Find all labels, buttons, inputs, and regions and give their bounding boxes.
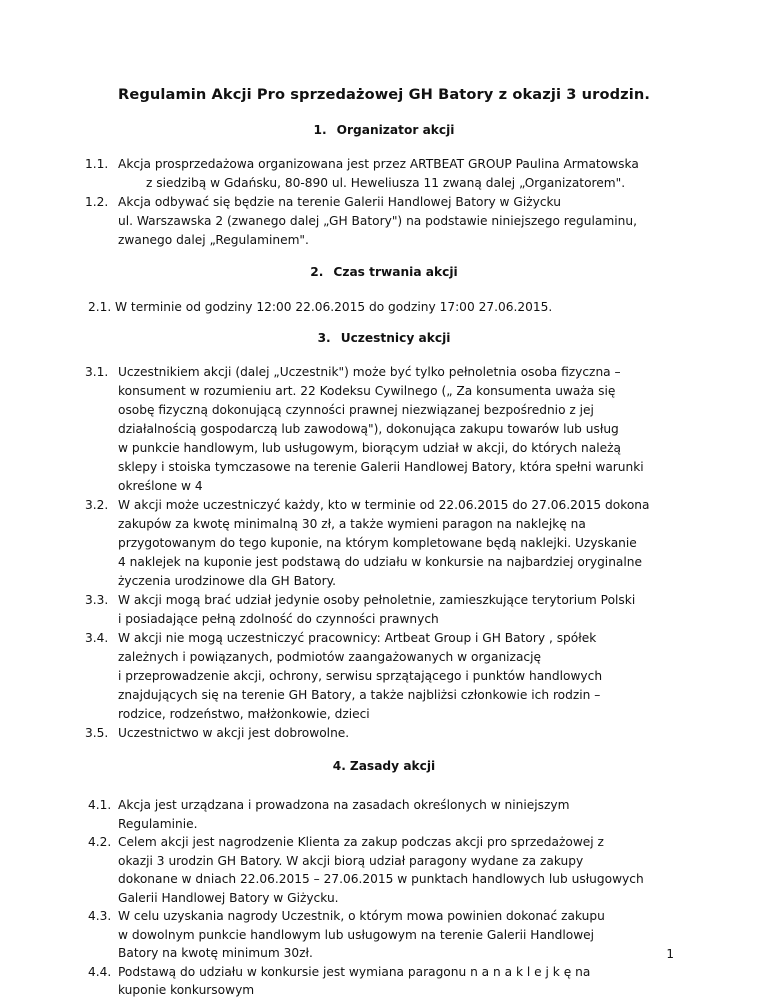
text-line: określone w 4 <box>118 479 203 493</box>
text-line: W terminie od godziny 12:00 22.06.2015 do godziny 17:00 27.06.2015. <box>115 300 553 314</box>
text-line: W akcji mogą brać udział jedynie osoby pełnoletnie, zamieszkujące terytorium Polski <box>118 593 636 607</box>
section-number: 2. <box>310 265 324 279</box>
section-title: Czas trwania akcji <box>333 265 458 279</box>
text-line: zwanego dalej „Regulaminem". <box>118 233 309 247</box>
text-line: 4 naklejek na kuponie jest podstawą do udziału w konkursie na najbardziej oryginalne <box>118 555 642 569</box>
item-number: 4.3. <box>88 909 112 923</box>
section-title: Uczestnicy akcji <box>340 331 451 345</box>
text-line: Uczestnictwo w akcji jest dobrowolne. <box>118 726 350 740</box>
text-line: przygotowanym do tego kuponie, na którym kompletowane będą naklejki. Uzyskanie <box>118 536 637 550</box>
text-line: W celu uzyskania nagrody Uczestnik, o którym mowa powinien dokonać zakupu <box>118 909 605 923</box>
text-line: dokonane w dniach 22.06.2015 – 27.06.2015 w punktach handlowych lub usługowych <box>118 872 644 886</box>
text-line: w dowolnym punkcie handlowym lub usługowym na terenie Galerii Handlowej <box>118 927 595 942</box>
section-heading-1 <box>0 123 768 137</box>
text-line: Akcja odbywać się będzie na terenie Galerii Handlowej Batory w Giżycku <box>118 195 561 209</box>
text-line: sklepy i stoiska tymczasowe na terenie Galerii Handlowej Batory, która spełni warunki <box>118 460 644 474</box>
item-number: 3.2. <box>85 498 109 512</box>
text-line: zależnych i powiązanych, podmiotów zaangażowanych w organizację <box>118 650 542 664</box>
text-line: ul. Warszawska 2 (zwanego dalej „GH Batory") na podstawie niniejszego regulaminu, <box>118 214 637 228</box>
item-number: 3.1. <box>85 365 109 379</box>
item-number: 3.5. <box>85 726 109 740</box>
text-line: z siedzibą w Gdańsku, 80-890 ul. Heweliusza 11 zwaną dalej „Organizatorem". <box>146 176 626 190</box>
text-line: znajdujących się na terenie GH Batory, a także najbliżsi członkowie ich rodzin – <box>118 688 601 702</box>
item-number: 4.4. <box>88 964 112 979</box>
page-number: 1 <box>666 947 674 961</box>
text-line: życzenia urodzinowe dla GH Batory. <box>118 574 336 588</box>
text-line: Akcja jest urządzana i prowadzona na zasadach określonych w niniejszym <box>118 798 570 812</box>
text-line: Akcja prosprzedażowa organizowana jest przez ARTBEAT GROUP Paulina Armatowska <box>118 157 639 171</box>
text-line: i przeprowadzenie akcji, ochrony, serwisu sprzątającego i punktów handlowych <box>118 669 603 683</box>
item-number: 3.4. <box>85 631 109 645</box>
text-line: Celem akcji jest nagrodzenie Klienta za zakup podczas akcji pro sprzedażowej z <box>118 835 604 849</box>
text-line: Uczestnikiem akcji (dalej „Uczestnik") może być tylko pełnoletnia osoba fizyczna – <box>118 365 621 379</box>
text-line: Regulaminie. <box>118 816 198 831</box>
item-number: 3.3. <box>85 593 109 607</box>
text-line: okazji 3 urodzin GH Batory. W akcji biorą udział paragony wydane za zakupy <box>118 853 584 868</box>
text-line: działalnością gospodarczą lub zawodową"), dokonująca zakupu towarów lub usług <box>118 422 619 436</box>
section-heading-3 <box>0 331 768 345</box>
section-heading-2 <box>0 265 768 279</box>
document-title: Regulamin Akcji Pro sprzedażowej GH Batory z okazji 3 urodzin. <box>118 86 650 103</box>
text-line: kuponie konkursowym <box>118 983 255 997</box>
text-line: W akcji nie mogą uczestniczyć pracownicy: Artbeat Group i GH Batory , spółek <box>118 631 597 645</box>
section-title: Zasady akcji <box>349 759 436 773</box>
section-number: 3. <box>317 331 331 345</box>
text-line: Batory na kwotę minimum 30zł. <box>118 946 313 960</box>
text-line: w punkcie handlowym, lub usługowym, biorącym udział w akcji, do których należą <box>118 441 621 455</box>
text-line: Galerii Handlowej Batory w Giżycku. <box>118 890 339 905</box>
text-line: zakupów za kwotę minimalną 30 zł, a także wymieni paragon na naklejkę na <box>118 517 586 531</box>
text-line: W akcji może uczestniczyć każdy, kto w terminie od 22.06.2015 do 27.06.2015 dokona <box>118 498 650 512</box>
text-line: Podstawą do udziału w konkursie jest wymiana paragonu n a n a k l e j k ę na <box>118 964 591 979</box>
item-number: 2.1. <box>88 300 112 314</box>
text-line: konsument w rozumieniu art. 22 Kodeksu Cywilnego („ Za konsumenta uważa się <box>118 384 616 398</box>
section-number: 4. <box>332 759 346 773</box>
item-number: 4.1. <box>88 798 112 812</box>
item-number: 1.1. <box>85 157 109 171</box>
section-number: 1. <box>313 123 327 137</box>
item-number: 4.2. <box>88 835 112 849</box>
text-line: i posiadające pełną zdolność do czynności prawnych <box>118 612 439 626</box>
text-line: osobę fizyczną dokonującą czynności prawnej niezwiązanej bezpośrednio z jej <box>118 403 594 417</box>
item-number: 1.2. <box>85 195 109 209</box>
section-heading-4 <box>0 759 768 773</box>
section-title: Organizator akcji <box>336 123 455 137</box>
text-line: rodzice, rodzeństwo, małżonkowie, dzieci <box>118 707 370 721</box>
